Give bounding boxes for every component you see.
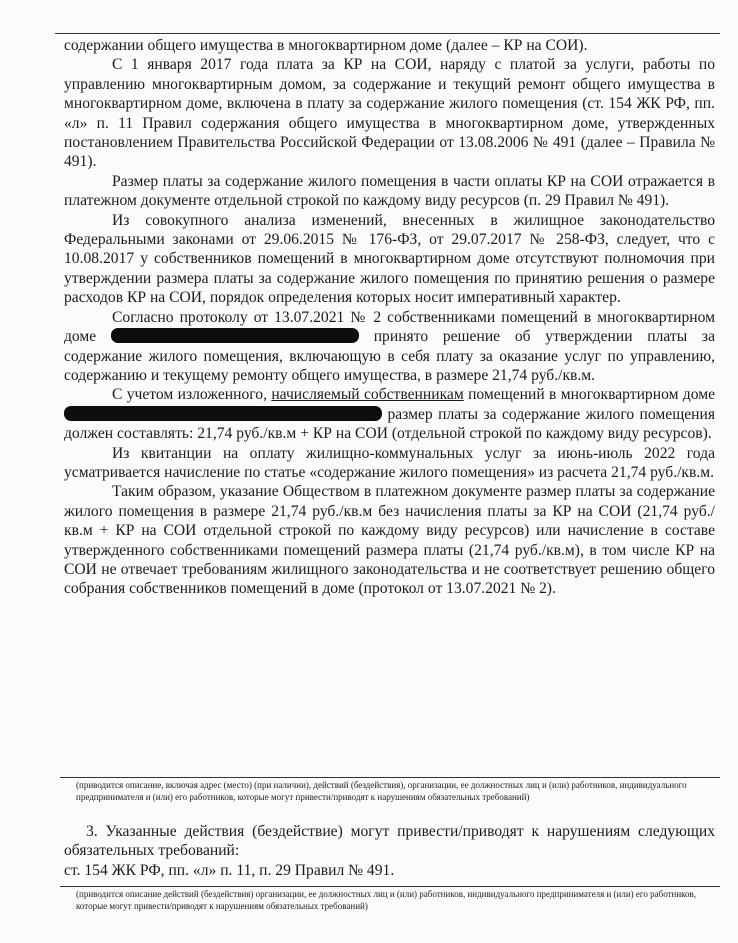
paragraph-5 [64,308,715,386]
document-body [64,36,715,599]
footnote-1: (приводится описание, включая адрес (место) (при наличии), действий (бездействия), организации, ее должностных лиц и (или) работников, индивидуального предпринимателя и (или) его работников, которые могут привести/приводят к нарушениям обязательных требований) [76,780,687,802]
footnote-rule [60,777,720,778]
paragraph-5-end: принято решение об утверждении платы за содержание жилого помещения, включающую в себя плату за оказание услуг по управлению, содержанию и текущему ремонту общего имущества, в размере 21,74 руб./кв.м. [64,328,715,384]
paragraph-6-lead: С учетом изложенного, [112,386,267,404]
footnote-2: (приводится описание действий (бездействия) организации, ее должностных лиц и (или) работников, индивидуального предпринимателя и (или) его работников, которые могут привести/приводят к нарушениям обязательных требований) [76,889,697,911]
paragraph-8: Таким образом, указание Обществом в платежном документе размер платы за содержание жилого помещения в размере 21,74 руб./кв.м без начисления платы за КР на СОИ (21,74 руб./кв.м + КР на СОИ отдельной строкой по каждому виду ресурсов) или начисление в составе утвержденного собственниками помещений размера платы (21,74 руб./кв.м), в том числе КР на СОИ не отвечает требованиям жилищного законодательства и не соответствует решению общего собрания собственников помещений в доме (протокол от 13.07.2021 № 2). [64,483,715,598]
redaction-mark [111,328,359,343]
section-3-requirements: ст. 154 ЖК РФ, пп. «л» п. 11, п. 29 Правил № 491. [64,861,395,879]
footnote-rule [60,886,720,887]
section-3 [64,822,715,880]
paragraph-5-start: Согласно протоколу от 13.07.2021 № 2 собственниками помещений в многоквартирном доме [64,308,715,346]
paragraph-3: Размер платы за содержание жилого помещения в части оплаты КР на СОИ отражается в платежном документе отдельной строкой по каждому виду ресурсов (п. 29 Правил № 491). [64,172,715,210]
paragraph-1: содержании общего имущества в многоквартирном доме (далее – КР на СОИ). [64,37,588,54]
paragraph-6-underlined: начисляемый собственникам [271,386,464,404]
paragraph-7: Из квитанции на оплату жилищно-коммунальных услуг за июнь-июль 2022 года усматривается начисление по статье «содержание жилого помещения» из расчета 21,74 руб./кв.м. [64,444,715,481]
paragraph-6-start: помещений в многоквартирном доме [468,386,715,404]
paragraph-6-end: размер платы за содержание жилого помещения должен составлять: 21,74 руб./кв.м + КР на СОИ (отдельной строкой по каждому виду ресурсов). [64,405,715,443]
paragraph-6 [64,385,715,443]
top-rule [55,33,720,34]
section-3-heading: 3. Указанные действия (бездействие) могут привести/приводят к нарушениям следующих обязательных требований: [64,823,715,860]
redaction-mark [64,406,382,421]
paragraph-4: Из совокупного анализа изменений, внесенных в жилищное законодательство Федеральными законами от 29.06.2015 № 176-ФЗ, от 29.07.2017 № 258-ФЗ, следует, что с 10.08.2017 у собственников помещений в многоквартирном доме отсутствуют полномочия при утверждении размера платы за содержание жилого помещения по принятию решения о размере расходов КР на СОИ, порядок определения которых носит императивный характер. [64,211,715,307]
paragraph-2: С 1 января 2017 года плата за КР на СОИ, наряду с платой за услуги, работы по управлению многоквартирным домом, за содержание и текущий ремонт общего имущества в многоквартирном доме, включена в плату за содержание жилого помещения (ст. 154 ЖК РФ, пп. «л» п. 11 Правил содержания общего имущества в многоквартирном доме, утвержденных постановлением Правительства Российской Федерации от 13.08.2006 № 491 (далее – Правила № 491). [64,56,715,171]
